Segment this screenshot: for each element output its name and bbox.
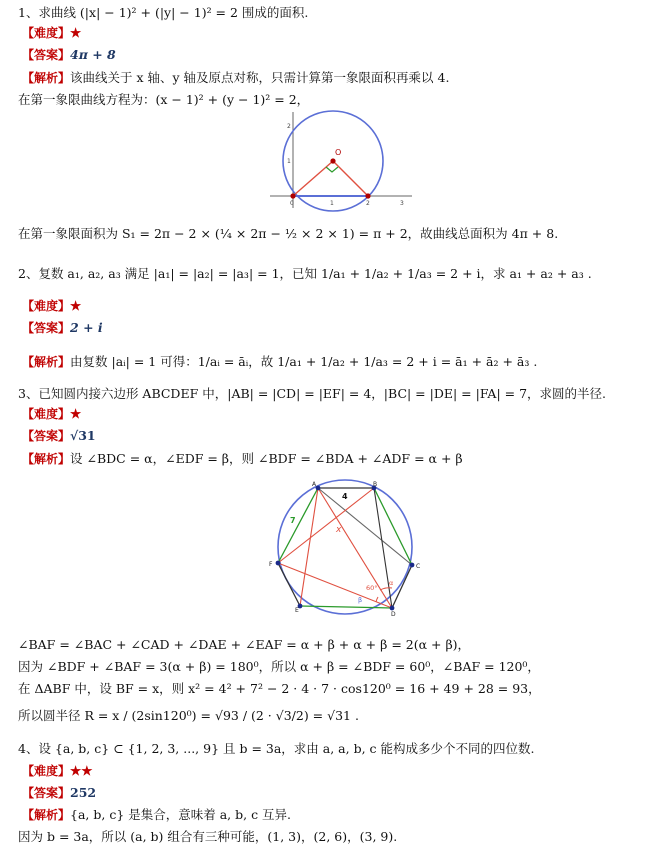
answer-label: 【答案】 [22,786,71,800]
q4-question: 4、设 {a, b, c} ⊂ {1, 2, 3, ..., 9} 且 b = 3a，求由 a, a, b, c 能构成多少个不同的四位数. [18,741,535,756]
q2-analysis [22,354,537,370]
label-a: A [312,481,317,488]
y-tick-2: 2 [287,123,291,130]
q3-step2: 因为 ∠BDF + ∠BAF = 3(α + β) = 180⁰，所以 α + β = ∠BDF = 60⁰，∠BAF = 120⁰， [18,659,540,674]
angle-arc-60 [380,588,392,590]
difficulty-label: 【难度】 [22,299,71,313]
q2-question: 2、复数 a₁, a₂, a₃ 满足 |a₁| = |a₂| = |a₃| = 1，已知 1/a₁ + 1/a₂ + 1/a₃ = 2 + i，求 a₁ + a₂ + a₃ . [18,266,592,281]
label-c: C [416,563,421,570]
q1-step1: 在第一象限曲线方程为：(x − 1)² + (y − 1)² = 2， [18,92,310,107]
point-right [365,193,370,198]
label-e: E [295,607,299,614]
diag-ac [318,488,412,565]
diag-bf [278,488,374,563]
analysis-label: 【解析】 [22,355,71,369]
vertex-d [390,606,395,611]
radius-left [293,161,333,196]
label-beta: β [358,596,363,604]
y-tick-1: 1 [287,158,291,165]
label-side-fa: 7 [290,516,296,525]
q1-analysis [22,70,449,86]
analysis-text: 由复数 |aᵢ| = 1 可得：1/aᵢ = āᵢ，故 1/a₁ + 1/a₂ + 1/a₃ = 2 + i = ā₁ + ā₂ + ā₃ . [70,354,538,369]
label-chord-x: x [336,525,342,535]
vertex-a [316,486,321,491]
side-cd [392,565,412,608]
difficulty-label: 【难度】 [22,26,71,40]
x-tick-1: 1 [330,200,334,207]
analysis-label: 【解析】 [22,808,71,822]
side-ef [278,563,300,606]
q1-difficulty [22,25,81,41]
x-tick-2: 2 [366,200,370,207]
label-f: F [269,561,273,568]
analysis-text: 该曲线关于 x 轴、y 轴及原点对称，只需计算第一象限面积再乘以 4. [70,70,450,85]
vertex-f [276,561,281,566]
label-angle-60: 60° [366,584,378,592]
q4-analysis [22,807,291,823]
q4-step1: 因为 b = 3a，所以 (a, b) 组合有三种可能，(1, 3)，(2, 6)，(3, 9). [18,829,398,844]
q1-question: 1、求曲线 (|x| − 1)² + (|y| − 1)² = 2 围成的面积. [18,5,309,20]
point-left [290,193,295,198]
q2-answer [22,320,103,336]
center-label: O [335,148,342,157]
q3-step4: 所以圆半径 R = x / (2sin120⁰) = √93 / (2 · √3/2) = √31 . [18,708,359,723]
difficulty-label: 【难度】 [22,407,71,421]
x-tick-0: 0 [290,200,294,207]
label-d: D [391,611,396,618]
answer-label: 【答案】 [22,429,71,443]
analysis-text: {a, b, c} 是集合，意味着 a, b, c 互异. [70,807,292,822]
vertex-c [410,563,415,568]
difficulty-stars: ★ [70,25,82,40]
difficulty-stars: ★ [70,298,82,313]
angle-arc-beta [376,597,378,602]
q4-difficulty [22,763,92,779]
q3-step3: 在 ΔABF 中，设 BF = x，则 x² = 4² + 7² − 2 · 4 · 7 · cos120⁰ = 16 + 49 + 28 = 93， [18,681,541,696]
right-angle-mark [326,167,338,172]
answer-value: 2 + i [70,320,103,335]
label-side-ab: 4 [342,492,348,501]
q1-answer [22,47,116,63]
center-point [330,158,335,163]
analysis-label: 【解析】 [22,71,71,85]
q3-difficulty [22,406,81,422]
q4-answer [22,785,96,801]
difficulty-stars: ★★ [70,763,93,778]
q2-difficulty [22,298,81,314]
radius-right [333,161,368,196]
difficulty-stars: ★ [70,406,82,421]
analysis-text: 设 ∠BDC = α，∠EDF = β，则 ∠BDF = ∠BDA + ∠ADF = α + β [70,451,463,466]
answer-value: 4π + 8 [70,47,116,62]
q3-step1: ∠BAF = ∠BAC + ∠CAD + ∠DAE + ∠EAF = α + β + α + β = 2(α + β)， [18,637,471,652]
answer-label: 【答案】 [22,48,71,62]
analysis-label: 【解析】 [22,452,71,466]
answer-label: 【答案】 [22,321,71,335]
q1-figure [268,110,416,212]
answer-value: 252 [70,785,97,800]
x-tick-3: 3 [400,200,404,207]
answer-value: √31 [70,428,96,443]
q3-question: 3、已知圆内接六边形 ABCDEF 中，|AB| = |CD| = |EF| = 4，|BC| = |DE| = |FA| = 7，求圆的半径. [18,386,607,401]
q3-analysis [22,451,463,467]
label-b: B [373,481,378,488]
label-alpha: α [389,579,394,587]
q1-step2: 在第一象限面积为 S₁ = 2π − 2 × (¼ × 2π − ½ × 2 × 1) = π + 2，故曲线总面积为 4π + 8. [18,226,559,241]
q3-answer [22,428,96,444]
q3-figure [266,478,432,622]
difficulty-label: 【难度】 [22,764,71,778]
